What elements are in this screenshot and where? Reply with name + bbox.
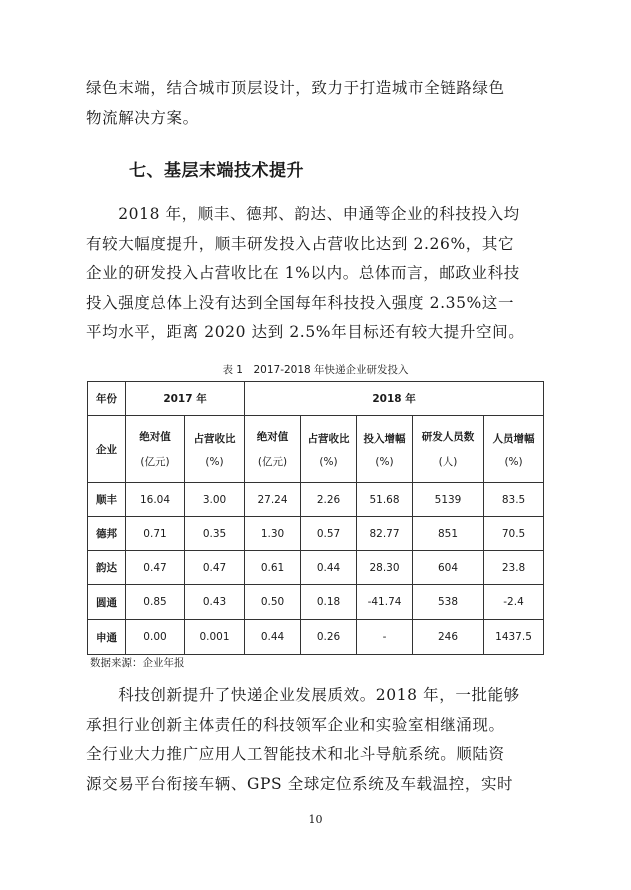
table-cell: 2.26 [301,483,357,517]
table-cell: 246 [413,620,484,655]
table-cell: 27.24 [245,483,301,517]
rd-investment-table [87,381,544,655]
table-cell: 851 [413,517,484,551]
text-line: 源交易平台衔接车辆、GPS 全球定位系统及车载温控，实时 [86,774,514,793]
table-cell: 0.85 [126,585,185,620]
table-cell: 0.71 [126,517,185,551]
column-header: 占营收比 (%) [185,416,245,483]
text-line: 物流解决方案。 [86,108,199,127]
table-row [88,483,544,517]
paragraph-innovation [86,681,546,799]
table-row [88,551,544,585]
table-cell: 0.47 [126,551,185,585]
company-cell: 申通 [88,620,126,655]
text-line: 绿色末端，结合城市顶层设计，致力于打造城市全链路绿色 [86,79,505,97]
section-heading: 七、基层末端技术提升 [129,161,304,181]
table-cell: 0.44 [301,551,357,585]
table-cell: -2.4 [484,585,544,620]
company-label: 企业 [88,416,126,483]
year-label: 年份 [88,382,126,416]
text-line: 科技创新提升了快递企业发展质效。2018 年，一批能够 [86,686,520,704]
year-2018-header: 2018 年 [245,382,544,416]
table-cell: 23.8 [484,551,544,585]
company-cell: 韵达 [88,551,126,585]
text-line: 2018 年，顺丰、德邦、韵达、申通等企业的科技投入均 [86,205,520,223]
text-line: 企业的研发投入占营收比在 1%以内。总体而言，邮政业科技 [86,264,520,282]
column-header: 研发人员数 (人) [413,416,484,483]
table-cell: 0.26 [301,620,357,655]
column-header-row [88,416,544,483]
intro-paragraph [86,74,546,133]
column-header: 投入增幅 (%) [357,416,413,483]
year-header-row [88,382,544,416]
table-cell: 0.001 [185,620,245,655]
table-cell: 16.04 [126,483,185,517]
table-cell: 0.35 [185,517,245,551]
text-line: 投入强度总体上没有达到全国每年科技投入强度 2.35%这一 [86,293,515,312]
text-line: 全行业大力推广应用人工智能技术和北斗导航系统。顺陆资 [86,745,505,763]
table-row [88,517,544,551]
table-cell: 0.61 [245,551,301,585]
table-cell: 70.5 [484,517,544,551]
table-cell: 82.77 [357,517,413,551]
table-cell: 0.50 [245,585,301,620]
text-line: 平均水平，距离 2020 达到 2.5%年目标还有较大提升空间。 [86,323,525,341]
table-cell: 604 [413,551,484,585]
text-line: 承担行业创新主体责任的科技领军企业和实验室相继涌现。 [86,715,505,734]
column-header: 绝对值 (亿元) [245,416,301,483]
table-caption: 表 1 2017-2018 年快递企业研发投入 [222,364,409,376]
table-cell: 5139 [413,483,484,517]
year-2017-header: 2017 年 [126,382,245,416]
table-cell: 0.57 [301,517,357,551]
table-cell: 1.30 [245,517,301,551]
text-line: 有较大幅度提升，顺丰研发投入占营收比达到 2.26%，其它 [86,234,515,253]
table-cell: - [357,620,413,655]
table-cell: 51.68 [357,483,413,517]
column-header: 人员增幅 (%) [484,416,544,483]
table-cell: 538 [413,585,484,620]
table-cell: 0.18 [301,585,357,620]
table-cell: -41.74 [357,585,413,620]
company-cell: 圆通 [88,585,126,620]
table-cell: 0.47 [185,551,245,585]
table-cell: 83.5 [484,483,544,517]
column-header: 占营收比 (%) [301,416,357,483]
page-number: 10 [308,813,323,826]
column-header: 绝对值 (亿元) [126,416,185,483]
table-row [88,620,544,655]
table-row [88,585,544,620]
table-cell: 0.00 [126,620,185,655]
paragraph-rd-investment [86,200,546,348]
table-cell: 0.43 [185,585,245,620]
table-cell: 1437.5 [484,620,544,655]
company-cell: 顺丰 [88,483,126,517]
table-cell: 0.44 [245,620,301,655]
company-cell: 德邦 [88,517,126,551]
table-cell: 3.00 [185,483,245,517]
table-cell: 28.30 [357,551,413,585]
data-source-note: 数据来源：企业年报 [90,657,185,669]
